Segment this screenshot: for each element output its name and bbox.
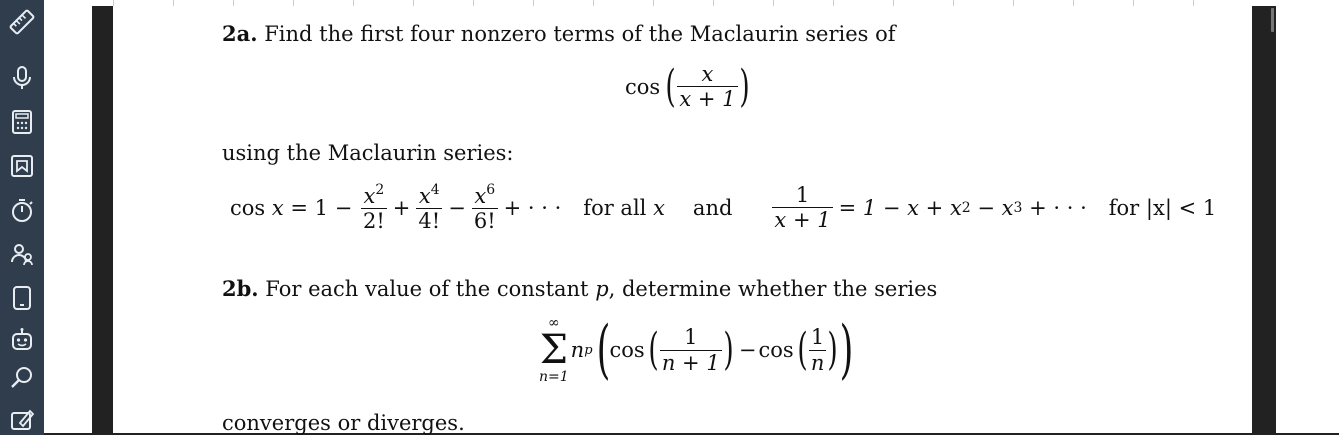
- big-paren-right: ): [839, 313, 853, 387]
- robot-icon[interactable]: [6, 324, 38, 356]
- paren-l2: (: [797, 324, 808, 375]
- problem-2a-prompt: [222, 21, 896, 46]
- frac-den: x + 1: [679, 87, 736, 112]
- ruler-icon[interactable]: [6, 6, 38, 38]
- timer-icon[interactable]: [6, 194, 38, 226]
- for-all-var: x: [653, 195, 665, 220]
- geo-rhs-c: + · · ·: [1022, 195, 1087, 220]
- minus-sign: −: [448, 195, 466, 220]
- sum-sign: Σ: [539, 327, 568, 373]
- problem-2b-text-b: , determine whether the series: [608, 277, 938, 301]
- func-cos: cos: [625, 74, 661, 99]
- geo-exp3: 3: [1013, 199, 1023, 216]
- problem-2a-text: Find the first four nonzero terms of the Maclaurin series of: [264, 22, 896, 46]
- scroll-thumb[interactable]: [1271, 8, 1274, 32]
- term-x6: $\frac{x^6}{6!}$: [473, 182, 496, 234]
- margin-gap: [44, 0, 92, 435]
- target-function: [625, 62, 753, 111]
- problem-2b-label: 2b.: [222, 276, 259, 301]
- series-sum: [539, 313, 859, 387]
- sum-lower: n=1: [539, 369, 569, 385]
- term-x4: $\frac{x^4}{4!}$: [418, 182, 441, 234]
- cos-lhs: cos: [230, 195, 266, 220]
- problem-2b-var: p: [595, 277, 609, 301]
- minus-between: −: [738, 338, 757, 362]
- frac-num: x: [701, 62, 714, 86]
- problem-2b-prompt: [222, 276, 937, 301]
- paren-r1: ): [723, 324, 734, 375]
- paren-r2: ): [827, 324, 839, 375]
- cos-two: cos: [758, 338, 794, 362]
- cos-one: cos: [609, 338, 645, 362]
- sigma-symbol: [539, 316, 569, 384]
- document-page: [113, 0, 1252, 433]
- bookmark-icon[interactable]: [6, 150, 38, 182]
- fraction-x-over-x-plus-1: [677, 62, 737, 111]
- paren-left: (: [665, 60, 676, 112]
- calculator-icon[interactable]: [6, 106, 38, 138]
- frac-1-over-n: $\frac{1}{n}$: [810, 325, 825, 375]
- geo-exp2: 2: [961, 199, 971, 216]
- frac-1-over-n-plus-1: $\frac{1}{n + 1}$: [661, 325, 720, 375]
- np-base: n: [570, 338, 585, 362]
- paren-right: ): [738, 60, 750, 112]
- page-border-left: [92, 6, 113, 435]
- for-all-text: for all: [583, 195, 647, 220]
- convergence-condition: for |x| < 1: [1108, 195, 1217, 220]
- people-icon[interactable]: [6, 238, 38, 270]
- problem-2a-label: 2a.: [222, 21, 258, 46]
- cos-var: x: [271, 195, 284, 220]
- using-text: using the Maclaurin series:: [222, 141, 514, 165]
- paren-l1: (: [648, 324, 659, 375]
- and-text: and: [692, 195, 733, 220]
- geo-rhs-b: − x: [970, 195, 1014, 220]
- series-tail: + · · ·: [503, 195, 562, 220]
- microphone-icon[interactable]: [6, 62, 38, 94]
- cos-series-formula: [230, 182, 1216, 233]
- plus-sign: +: [392, 195, 411, 220]
- geo-fraction: $\frac{1}{x + 1}$: [774, 183, 831, 233]
- np-exp: p: [584, 342, 593, 358]
- magnifier-icon[interactable]: [6, 362, 38, 394]
- conclusion-text: converges or diverges.: [222, 411, 465, 435]
- eq-one: = 1 −: [283, 195, 359, 220]
- page-scrollbar[interactable]: [1252, 6, 1276, 435]
- tablet-icon[interactable]: [6, 282, 38, 314]
- big-paren-left: (: [596, 313, 610, 387]
- tool-sidebar: [0, 0, 44, 435]
- term-x2: $\frac{x^2}{2!}$: [362, 182, 385, 234]
- problem-2b-text-a: For each value of the constant: [265, 277, 589, 301]
- sum-upper: ∞: [547, 315, 560, 331]
- geo-rhs-a: = 1 − x + x: [838, 195, 962, 220]
- annotate-icon[interactable]: [6, 403, 38, 435]
